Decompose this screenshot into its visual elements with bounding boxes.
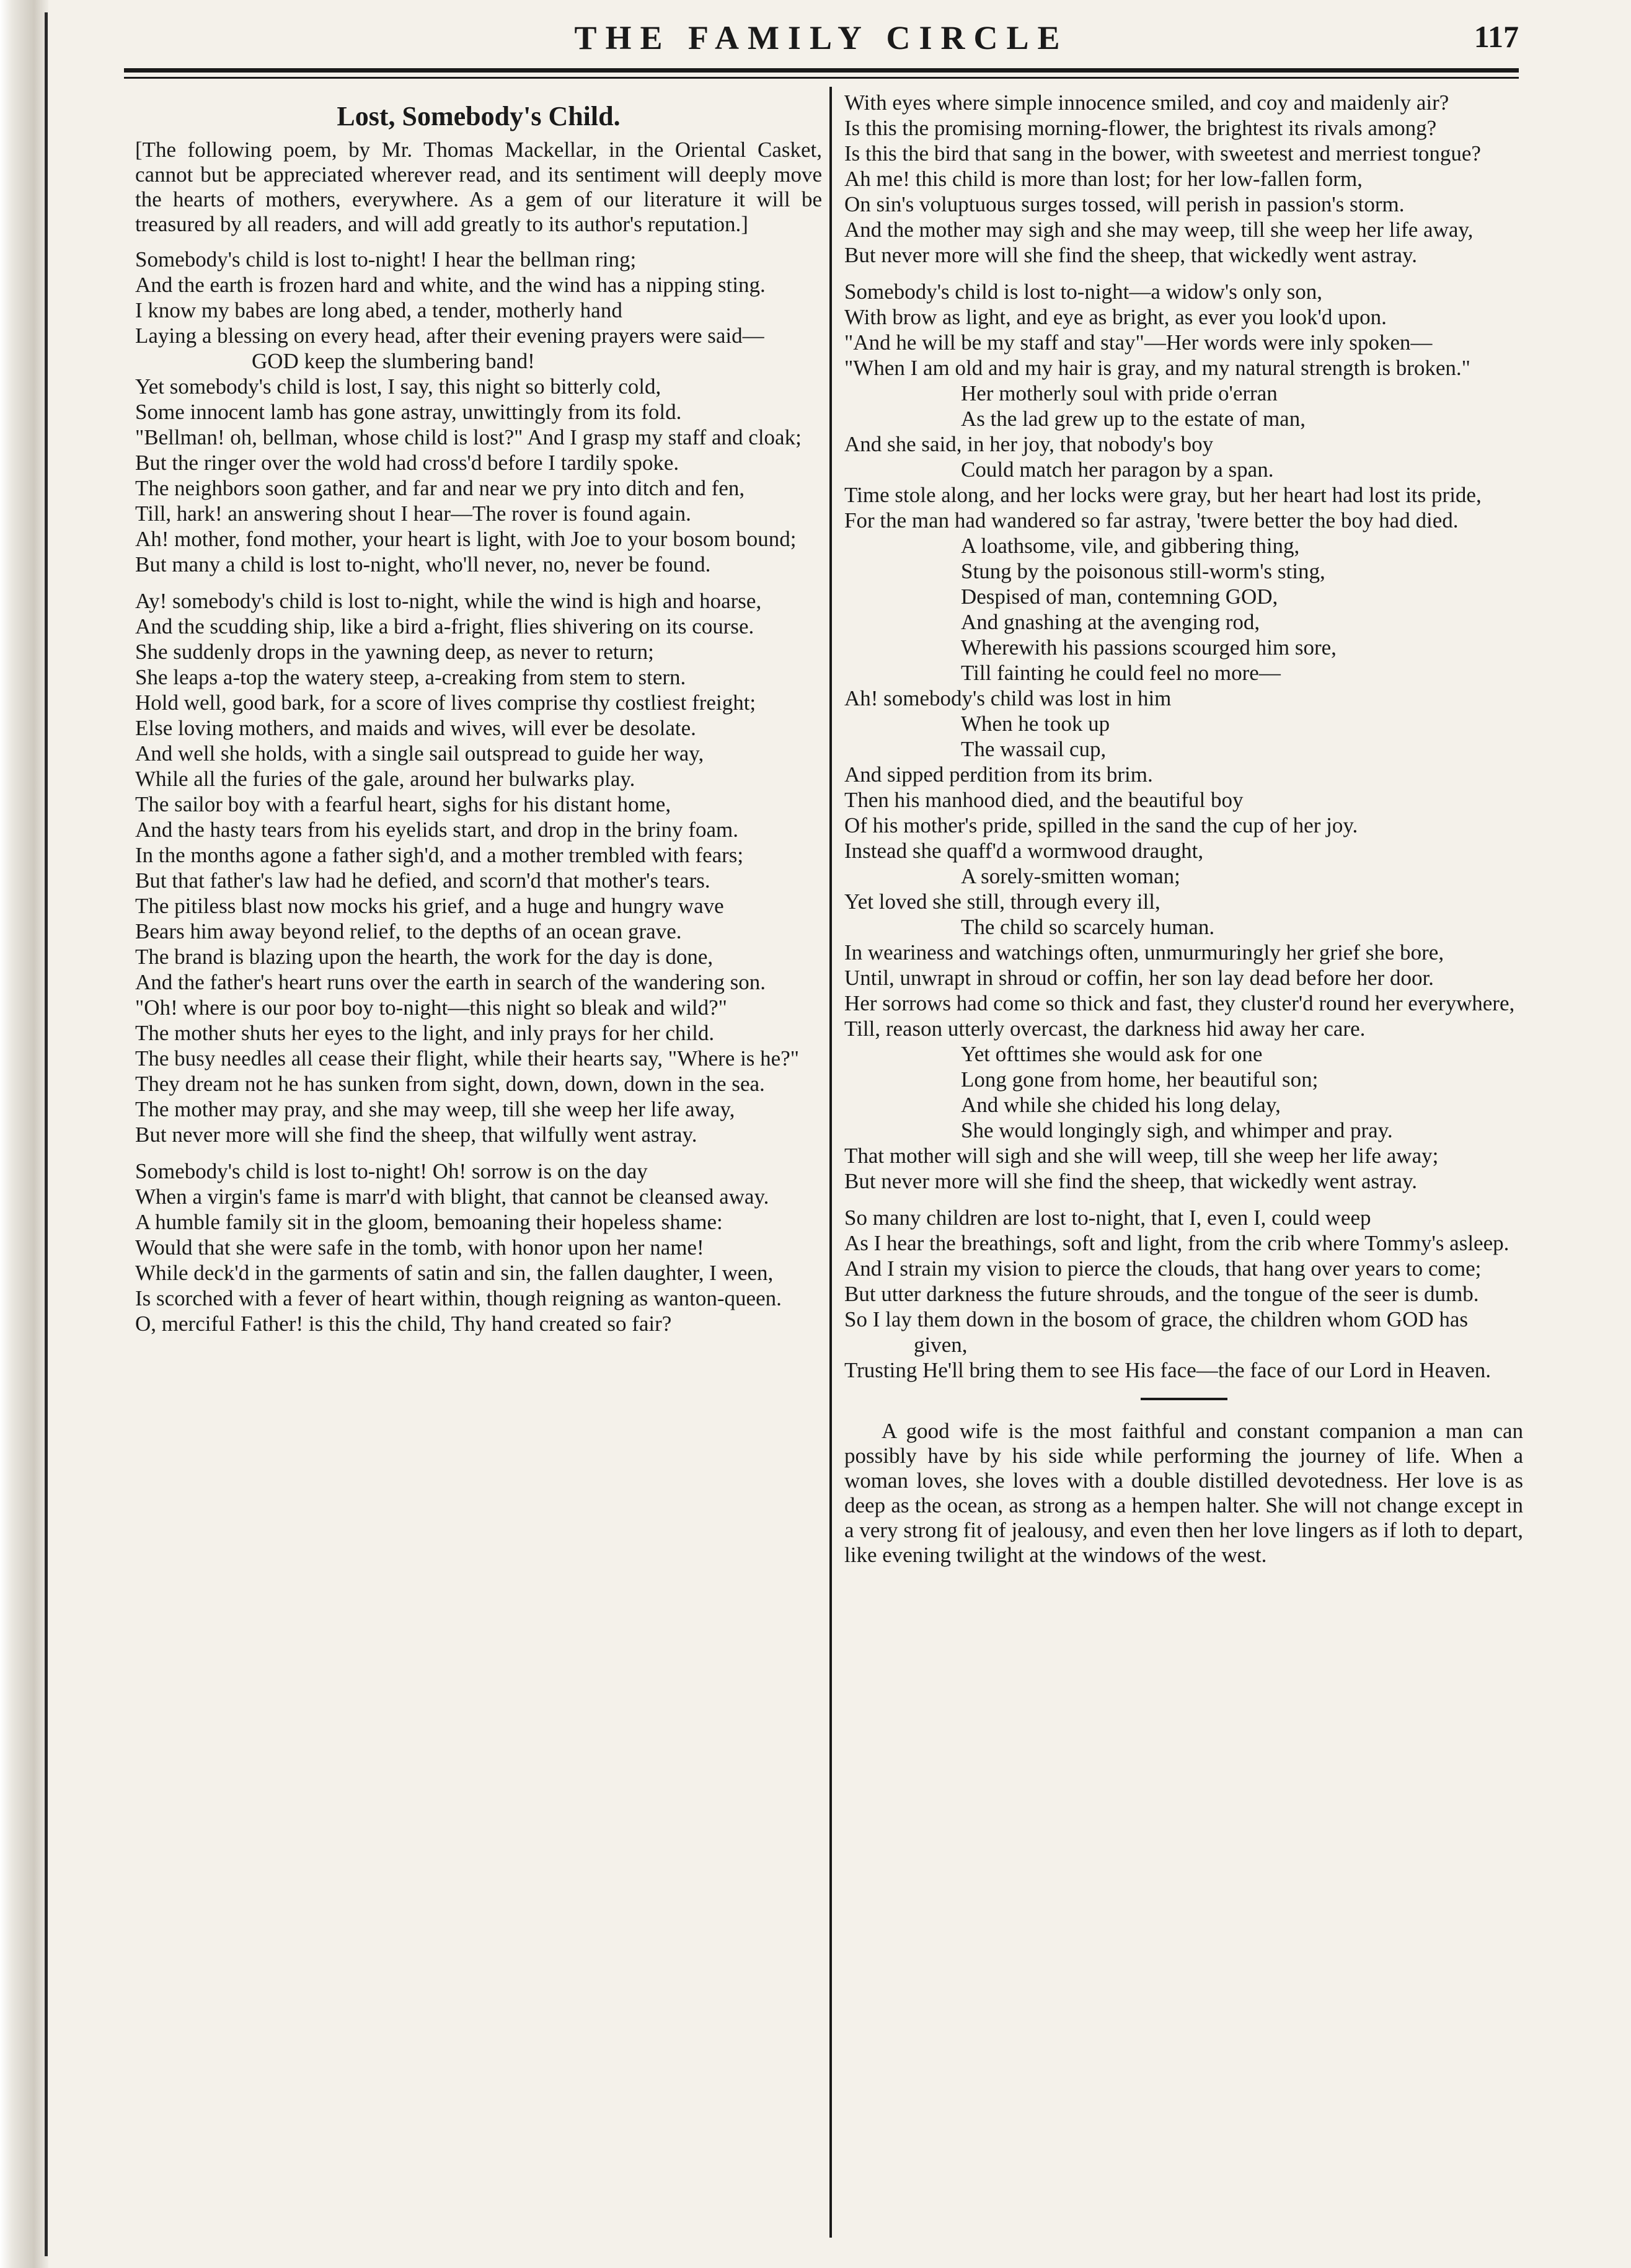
poem-line: So many children are lost to-night, that I, even I, could weep — [844, 1206, 1371, 1230]
poem-line: Ay! somebody's child is lost to-night, while the wind is high and hoarse, — [135, 589, 762, 613]
poem-line: For the man had wandered so far astray, 'twere better the boy had died. — [844, 508, 1459, 532]
header-rule-thin — [124, 77, 1519, 79]
poem-line: Till, hark! an answering shout I hear—The rover is found again. — [135, 501, 691, 526]
poem-line: While all the furies of the gale, around her bulwarks play. — [135, 767, 635, 791]
poem-line: As the lad grew up to the estate of man, — [961, 407, 1306, 431]
binding-edge — [0, 0, 48, 2268]
section-separator — [1141, 1398, 1227, 1400]
poem-line: The busy needles all cease their flight, while their hearts say, "Where is he?" — [135, 1046, 800, 1070]
poem-line: When a virgin's fame is marr'd with blight, that cannot be cleansed away. — [135, 1185, 769, 1209]
right-column — [844, 90, 1523, 2235]
poem-line: "When I am old and my hair is gray, and my natural strength is broken." — [844, 356, 1470, 380]
poem-line: She would longingly sigh, and whimper and pray. — [961, 1118, 1393, 1142]
poem-line: Yet loved she still, through every ill, — [844, 889, 1160, 914]
poem-line: Laying a blessing on every head, after their evening prayers were said— — [135, 324, 764, 348]
poem-line: Could match her paragon by a span. — [961, 457, 1274, 482]
poem-line: I know my babes are long abed, a tender, motherly hand — [135, 298, 622, 322]
poem-line: "Bellman! oh, bellman, whose child is lost?" And I grasp my staff and cloak; — [135, 425, 802, 449]
poem-line: That mother will sigh and she will weep, till she weep her life away; — [844, 1144, 1439, 1168]
poem-line: With eyes where simple innocence smiled, and coy and maidenly air? — [844, 90, 1449, 115]
poem-line: The mother shuts her eyes to the light, and inly prays for her child. — [135, 1021, 715, 1045]
poem-line: The neighbors soon gather, and far and near we pry into ditch and fen, — [135, 476, 745, 500]
poem-line: So I lay them down in the bosom of grace, the children whom GOD has given, — [844, 1307, 1469, 1357]
poem-line: Wherewith his passions scourged him sore, — [961, 635, 1337, 660]
poem-line: And the father's heart runs over the earth in search of the wandering son. — [135, 970, 766, 994]
poem-line: But utter darkness the future shrouds, and the tongue of the seer is dumb. — [844, 1282, 1479, 1306]
column-divider — [829, 87, 832, 2238]
poem-line: Of his mother's pride, spilled in the sand the cup of her joy. — [844, 813, 1358, 837]
poem-line: Until, unwrapt in shroud or coffin, her son lay dead before her door. — [844, 966, 1434, 990]
poem-line: Despised of man, contemning GOD, — [961, 585, 1278, 609]
poem-stanza — [844, 1205, 1523, 1383]
poem-line: And gnashing at the avenging rod, — [961, 610, 1260, 634]
page-number: 117 — [1474, 19, 1519, 54]
poem-line: Yet ofttimes she would ask for one — [961, 1042, 1263, 1066]
poem-line: A humble family sit in the gloom, bemoaning their hopeless shame: — [135, 1210, 723, 1234]
poem-line: And the hasty tears from his eyelids start, and drop in the briny foam. — [135, 818, 738, 842]
poem-line: With brow as light, and eye as bright, as ever you look'd upon. — [844, 305, 1387, 329]
poem-line: Somebody's child is lost to-night! I hear the bellman ring; — [135, 247, 637, 271]
poem-line: The wassail cup, — [961, 737, 1107, 761]
poem-line: O, merciful Father! is this the child, Thy hand created so fair? — [135, 1312, 672, 1336]
poem-line: The sailor boy with a fearful heart, sighs for his distant home, — [135, 792, 671, 816]
poem-line: And the scudding ship, like a bird a-fright, flies shivering on its course. — [135, 614, 754, 638]
poem-intro: [The following poem, by Mr. Thomas Mackellar, in the Oriental Casket, cannot but be appreciated wherever read, and its sentiment will deeply move the hearts of mothers, everywhere. As a gem of our literature it will be treasured by all readers, and will add greatly to its author's reputation.] — [135, 138, 822, 236]
poem-line: Is scorched with a fever of heart within, though reigning as wanton-queen. — [135, 1286, 782, 1310]
poem-title: Lost, Somebody's Child. — [337, 101, 621, 131]
poem-stanza — [135, 1158, 822, 1336]
poem-line: And she said, in her joy, that nobody's boy — [844, 432, 1214, 456]
poem-line: Else loving mothers, and maids and wives, will ever be desolate. — [135, 716, 696, 740]
poem-line: But that father's law had he defied, and scorn'd that mother's tears. — [135, 868, 710, 893]
poem-line: Would that she were safe in the tomb, with honor upon her name! — [135, 1235, 704, 1260]
poem-line: And well she holds, with a single sail outspread to guide her way, — [135, 741, 704, 766]
poem-line: But never more will she find the sheep, that wilfully went astray. — [135, 1123, 697, 1147]
poem-line: She leaps a-top the watery steep, a-creaking from stem to stern. — [135, 665, 686, 689]
poem-line: And I strain my vision to pierce the clouds, that hang over years to come; — [844, 1256, 1482, 1281]
poem-line: Yet somebody's child is lost, I say, this night so bitterly cold, — [135, 374, 661, 399]
poem-line: And the earth is frozen hard and white, and the wind has a nipping sting. — [135, 273, 766, 297]
poem-line: They dream not he has sunken from sight, down, down, down in the sea. — [135, 1072, 765, 1096]
poem-stanza — [135, 588, 822, 1147]
poem-line: But many a child is lost to-night, who'll never, no, never be found. — [135, 552, 711, 576]
poem-line: The mother may pray, and she may weep, till she weep her life away, — [135, 1097, 735, 1121]
poem-line: She suddenly drops in the yawning deep, as never to return; — [135, 640, 654, 664]
poem-stanza — [135, 247, 822, 577]
poem-line: GOD keep the slumbering band! — [252, 349, 535, 373]
poem-line: Ah! mother, fond mother, your heart is light, with Joe to your bosom bound; — [135, 527, 797, 551]
poem-line: But never more will she find the sheep, that wickedly went astray. — [844, 243, 1417, 267]
poem-line: Trusting He'll bring them to see His face—the face of our Lord in Heaven. — [844, 1358, 1492, 1382]
poem-line: The child so scarcely human. — [961, 915, 1215, 939]
poem-line: While deck'd in the garments of satin and sin, the fallen daughter, I ween, — [135, 1261, 774, 1285]
poem-line: Instead she quaff'd a wormwood draught, — [844, 839, 1204, 863]
poem-line: Long gone from home, her beautiful son; — [961, 1067, 1319, 1092]
poem-stanza — [844, 279, 1523, 1194]
binding-line — [45, 12, 48, 2256]
poem-line: A sorely-smitten woman; — [961, 864, 1180, 888]
poem-line: When he took up — [961, 712, 1110, 736]
poem-line: "And he will be my staff and stay"—Her words were inly spoken— — [844, 330, 1433, 355]
poem-line: Is this the promising morning-flower, the brightest its rivals among? — [844, 116, 1437, 140]
poem-line: Hold well, good bark, for a score of lives comprise thy costliest freight; — [135, 691, 756, 715]
left-column — [135, 90, 822, 2235]
poem-line: And the mother may sigh and she may weep, till she weep her life away, — [844, 218, 1474, 242]
poem-line: But never more will she find the sheep, that wickedly went astray. — [844, 1169, 1417, 1193]
poem-line: Time stole along, and her locks were gray, but her heart had lost its pride, — [844, 483, 1482, 507]
poem-line: Stung by the poisonous still-worm's sting, — [961, 559, 1325, 583]
poem-line: Till fainting he could feel no more— — [961, 661, 1281, 685]
poem-line: Ah! somebody's child was lost in him — [844, 686, 1172, 710]
publication-title: THE FAMILY CIRCLE — [574, 19, 1069, 56]
poem-line: Then his manhood died, and the beautiful boy — [844, 788, 1244, 812]
poem-line: Some innocent lamb has gone astray, unwittingly from its fold. — [135, 400, 682, 424]
header-rule-thick — [124, 68, 1519, 73]
poem-line: Bears him away beyond relief, to the depths of an ocean grave. — [135, 919, 682, 943]
poem-line: Till, reason utterly overcast, the darkness hid away her care. — [844, 1017, 1366, 1041]
article-text: A good wife is the most faithful and constant companion a man can possibly have by his side while performing the journey of life. When a woman loves, she loves with a double distilled devotedness. Her love is as deep as the ocean, as strong as a hempen halter. She will not change except in a very strong fit of jealousy, and even then her love lingers as if loth to depart, like evening twilight at the windows of the west. — [844, 1419, 1523, 1567]
poem-line: Her motherly soul with pride o'erran — [961, 381, 1278, 405]
poem-line: The pitiless blast now mocks his grief, and a huge and hungry wave — [135, 894, 724, 918]
poem-line: "Oh! where is our poor boy to-night—this night so bleak and wild?" — [135, 995, 727, 1020]
poem-line: As I hear the breathings, soft and light, from the crib where Tommy's asleep. — [844, 1231, 1509, 1255]
poem-line: And sipped perdition from its brim. — [844, 762, 1153, 787]
poem-line: The brand is blazing upon the hearth, the work for the day is done, — [135, 945, 714, 969]
poem-line: In weariness and watchings often, unmurmuringly her grief she bore, — [844, 940, 1444, 964]
poem-line: In the months agone a father sigh'd, and a mother trembled with fears; — [135, 843, 744, 867]
poem-line: Her sorrows had come so thick and fast, they cluster'd round her everywhere, — [844, 991, 1515, 1015]
poem-line: But the ringer over the wold had cross'd before I tardily spoke. — [135, 451, 679, 475]
poem-line: And while she chided his long delay, — [961, 1093, 1281, 1117]
poem-line: Somebody's child is lost to-night—a widow's only son, — [844, 280, 1322, 304]
poem-line: On sin's voluptuous surges tossed, will perish in passion's storm. — [844, 192, 1405, 216]
page-header — [124, 19, 1519, 68]
poem-stanza — [844, 90, 1523, 268]
poem-line: Is this the bird that sang in the bower, with sweetest and merriest tongue? — [844, 141, 1481, 165]
poem-line: Ah me! this child is more than lost; for her low-fallen form, — [844, 167, 1363, 191]
poem-line: Somebody's child is lost to-night! Oh! sorrow is on the day — [135, 1159, 648, 1183]
poem-line: A loathsome, vile, and gibbering thing, — [961, 534, 1300, 558]
